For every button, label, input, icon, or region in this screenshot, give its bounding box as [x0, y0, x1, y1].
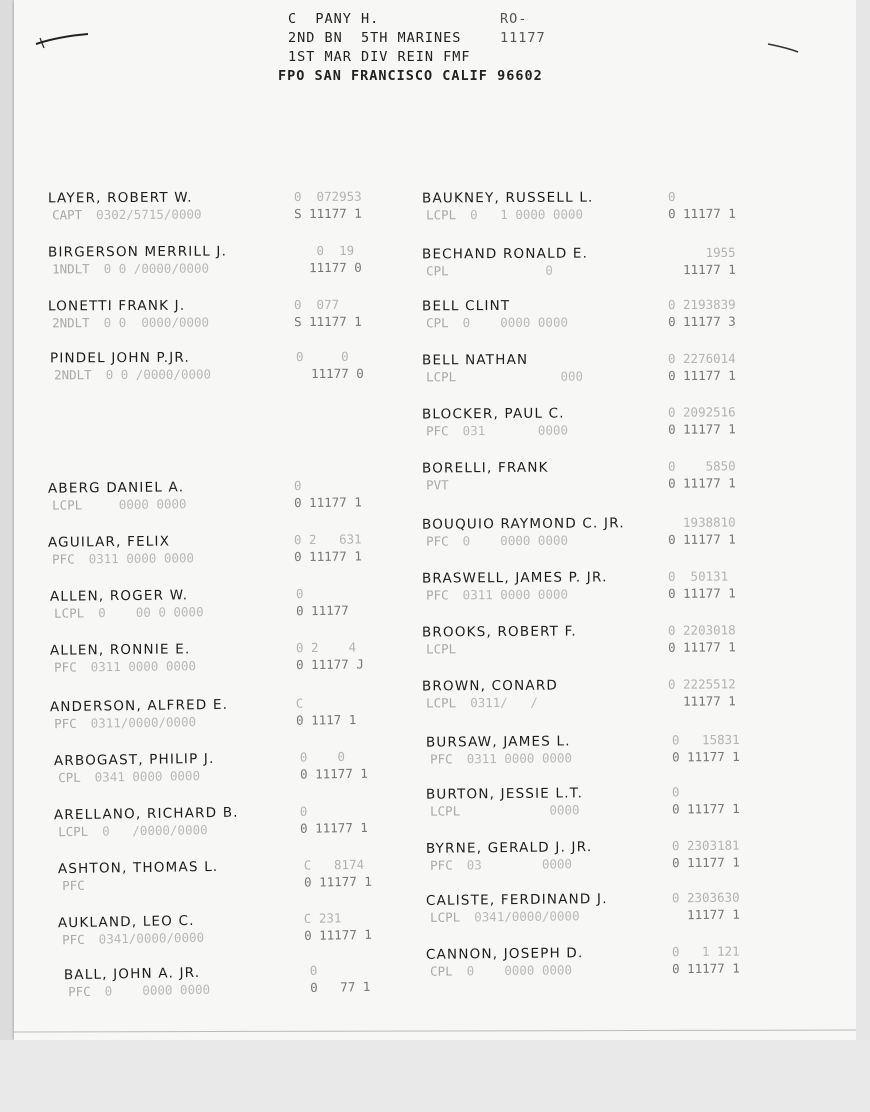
roster-entry: [53, 748, 368, 786]
mos-code: 0 1 0000 0000: [470, 206, 584, 223]
mos-code: 0 0000 0000: [466, 962, 573, 979]
roster-entry: [47, 296, 362, 331]
battalion-line: 2ND BN 5TH MARINES: [288, 30, 462, 46]
service-number: C 8174: [303, 856, 365, 873]
roster-entry: [47, 188, 362, 223]
rank: LCPL: [52, 497, 83, 513]
unit-code: 0 11177 1: [668, 531, 736, 547]
unit-code: 0 11177 1: [668, 585, 736, 601]
rank: PFC: [54, 715, 77, 732]
member-name: BLOCKER, PAUL C.: [421, 405, 565, 423]
mos-code: 0341/0000/0000: [474, 908, 580, 925]
rank: PFC: [62, 877, 85, 894]
mos-code: 0 00 0 0000: [98, 604, 204, 621]
rank: CPL: [430, 963, 453, 979]
member-name: BROWN, CONARD: [421, 677, 559, 695]
rank: PFC: [68, 983, 91, 1000]
member-name: BURTON, JESSIE L.T.: [425, 785, 584, 803]
mos-code: 0 0 /0000/0000: [103, 260, 210, 277]
mos-code: 0: [462, 262, 553, 279]
mos-code: 0 0000 0000: [104, 981, 211, 999]
member-name: LONETTI FRANK J.: [47, 297, 186, 315]
rank: 2NDLT: [52, 315, 90, 331]
mos-code: 0311 0000 0000: [466, 750, 573, 767]
roster-entry: [49, 639, 364, 675]
mos-code: 0 /0000/0000: [102, 822, 208, 839]
roster-entry: [425, 783, 748, 819]
roster-entry: [421, 514, 736, 549]
rank: PFC: [430, 751, 453, 767]
member-name: ANDERSON, ALFRED E.: [49, 696, 229, 716]
mos-code: 03 0000: [466, 856, 573, 873]
mos-code: [470, 640, 575, 656]
member-name: BORELLI, FRANK: [421, 459, 549, 477]
service-number: 0 072953: [293, 188, 362, 205]
member-name: BURSAW, JAMES L.: [425, 733, 571, 751]
roster-entry: [421, 244, 736, 279]
unit-code: 0 11177 1: [299, 765, 368, 782]
unit-code: 0 11177 1: [303, 926, 372, 943]
scan-edge-shade: [856, 0, 870, 1112]
mos-code: 0311 0000 0000: [462, 586, 569, 603]
unit-code: 0 1117 1: [295, 711, 357, 728]
member-name: ASHTON, THOMAS L.: [57, 858, 219, 878]
service-number: 0 15831: [671, 731, 740, 748]
rank: LCPL: [430, 803, 461, 819]
roster-entry: [421, 568, 736, 603]
unit-code: 0 11177 1: [303, 873, 372, 890]
roster-entry: [421, 458, 736, 493]
roster-entry: [421, 676, 736, 711]
mos-code: 0311 0000 0000: [88, 550, 195, 567]
roster-entry: [425, 889, 740, 925]
roster-entry: [49, 585, 364, 621]
service-number: 0: [667, 188, 744, 205]
unit-code: 0 11177 3: [668, 313, 736, 330]
member-name: BELL CLINT: [421, 297, 511, 315]
scan-bottom-margin: [0, 1040, 870, 1112]
rank: PFC: [52, 551, 75, 567]
member-name: BECHAND RONALD E.: [421, 245, 589, 263]
rank: PFC: [430, 857, 453, 873]
service-number: 0: [293, 477, 355, 494]
rank: LCPL: [426, 369, 457, 385]
roster-entry: [421, 350, 736, 385]
member-name: BRASWELL, JAMES P. JR.: [421, 569, 608, 587]
unit-code: 0 11177 1: [668, 421, 736, 437]
mos-code: 0311/0000/0000: [90, 714, 197, 731]
company-line: C PANY H.: [288, 11, 380, 27]
page-bottom-crease: [14, 1026, 856, 1036]
service-number: 0 2303630: [671, 889, 740, 906]
rank: CAPT: [52, 207, 83, 223]
member-name: BALL, JOHN A. JR.: [63, 964, 201, 984]
roster-entry: [421, 622, 736, 657]
rank: PFC: [426, 587, 449, 603]
unit-code: 11177 0: [294, 259, 362, 276]
mos-code: 0311/ /: [470, 694, 569, 711]
roster-entry: [421, 296, 736, 331]
member-name: BAUKNEY, RUSSELL L.: [421, 189, 594, 207]
rank: PFC: [426, 533, 449, 549]
service-number: 0 2 631: [293, 531, 362, 548]
mos-code: 0341 0000 0000: [94, 768, 201, 785]
mos-code: 0000 0000: [96, 496, 187, 513]
service-number: 0: [671, 783, 748, 800]
rank: LCPL: [54, 605, 85, 621]
service-number: 0 2225512: [667, 676, 736, 692]
rank: PFC: [54, 659, 77, 675]
rank: LCPL: [426, 695, 457, 711]
unit-code: 11177 1: [668, 261, 736, 278]
unit-code: 0 11177 1: [672, 854, 740, 871]
roster-entry: [425, 731, 740, 767]
member-name: ARELLANO, RICHARD B.: [53, 804, 239, 824]
rank: CPL: [426, 315, 449, 331]
unit-code: 11177 1: [668, 693, 736, 709]
service-number: 0 1 121: [671, 943, 740, 960]
pen-mark-right: [766, 40, 800, 54]
rank: CPL: [426, 263, 449, 279]
roster-entry: [421, 188, 744, 223]
service-number: 1938810: [667, 514, 736, 530]
unit-code: 11177 1: [672, 906, 740, 923]
mos-code: 031 0000: [462, 422, 569, 439]
service-number: 0 2193839: [667, 296, 736, 313]
unit-code: 0 11177 1: [294, 494, 362, 511]
service-number: 0 19: [293, 242, 355, 259]
roster-entry: [425, 837, 740, 873]
member-name: BYRNE, GERALD J. JR.: [425, 839, 593, 857]
service-number: 0 0: [299, 748, 368, 765]
mos-code: 0 0 0000/0000: [103, 314, 210, 331]
service-number: 0 2092516: [667, 404, 736, 420]
unit-code: 0 11177 1: [672, 800, 740, 817]
unit-code: S 11177 1: [294, 313, 362, 330]
service-number: 0 2276014: [667, 350, 736, 367]
service-number: 0: [309, 961, 371, 978]
roster-entry: [47, 477, 362, 513]
service-number: 0: [295, 585, 357, 602]
unit-address-header: [278, 10, 546, 86]
member-name: PINDEL JOHN P.JR.: [49, 349, 191, 367]
rank: PFC: [426, 423, 449, 439]
roster-entry: [49, 348, 364, 383]
mos-code: 0000: [474, 802, 580, 819]
roster-entry: [63, 961, 371, 1000]
roster-entry: [421, 404, 736, 439]
unit-code: 11177 0: [296, 365, 364, 382]
roster-entry: [49, 694, 357, 732]
member-name: AGUILAR, FELIX: [47, 533, 171, 551]
mos-code: 0302/5715/0000: [96, 206, 202, 223]
member-name: BOUQUIO RAYMOND C. JR.: [421, 515, 625, 533]
service-number: 0 2203018: [667, 622, 736, 638]
service-number: 0 5850: [667, 458, 736, 474]
rank: PVT: [426, 477, 449, 493]
member-name: LAYER, ROBERT W.: [47, 189, 193, 207]
unit-code: 0 11177 1: [668, 639, 736, 655]
unit-code: 0 11177 1: [299, 819, 368, 836]
rank: 2NDLT: [54, 367, 92, 383]
service-number: C: [295, 694, 357, 711]
rank: 1NDLT: [52, 261, 90, 277]
unit-code: 0 11177 1: [668, 205, 736, 222]
rank: CPL: [58, 769, 81, 786]
mos-code: [99, 876, 205, 892]
service-number: 0 50131: [667, 568, 729, 584]
service-number: 0 2 4: [295, 639, 357, 656]
member-name: CANNON, JOSEPH D.: [425, 945, 584, 963]
mos-code: 0 0 /0000/0000: [105, 366, 212, 383]
unit-code: 0 11177 1: [672, 748, 740, 765]
unit-code: 0 11177 1: [672, 960, 740, 977]
roster-entry: [425, 943, 740, 979]
mos-code: [463, 476, 568, 492]
rank: LCPL: [430, 909, 461, 925]
rank: LCPL: [426, 641, 457, 657]
mos-code: 0341/0000/0000: [98, 929, 205, 947]
unit-code: 0 11177 J: [296, 656, 364, 673]
mos-code: 0311 0000 0000: [90, 658, 197, 675]
rank: PFC: [62, 931, 85, 948]
rank: LCPL: [426, 207, 457, 223]
unit-code: 0 77 1: [309, 978, 371, 995]
mos-code: 0 0000 0000: [462, 314, 569, 331]
mos-code: 0 0000 0000: [462, 532, 569, 549]
roster-entry: [53, 803, 368, 840]
unit-code: 0 11177 1: [294, 548, 362, 565]
member-name: BIRGERSON MERRILL J.: [47, 243, 228, 261]
member-name: CALISTE, FERDINAND J.: [425, 891, 608, 909]
report-code: RO-11177: [500, 11, 546, 46]
member-name: AUKLAND, LEO C.: [57, 912, 195, 932]
mos-code: 000: [470, 368, 584, 385]
roster-entry: [47, 531, 362, 567]
roster-entry: [57, 909, 372, 948]
service-number: 0 2303181: [671, 837, 740, 854]
member-name: ABERG DANIEL A.: [47, 479, 185, 497]
unit-code: 0 11177 1: [668, 475, 736, 491]
service-number: 0 0: [295, 348, 357, 365]
roster-entry: [57, 856, 372, 894]
service-number: C 231: [303, 909, 372, 926]
division-line: 1ST MAR DIV REIN FMF: [288, 49, 471, 65]
member-name: BELL NATHAN: [421, 351, 529, 369]
service-number: 1955: [667, 244, 736, 261]
service-number: 0: [299, 803, 361, 819]
fpo-address-line: FPO SAN FRANCISCO CALIF 96602: [278, 68, 543, 84]
member-name: ALLEN, RONNIE E.: [49, 641, 191, 659]
member-name: BROOKS, ROBERT F.: [421, 623, 577, 641]
roster-entry: [47, 242, 362, 277]
unit-code: 0 11177 1: [668, 367, 736, 384]
rank: LCPL: [58, 823, 89, 840]
unit-code: S 11177 1: [294, 205, 362, 222]
unit-code: 0 11177: [296, 602, 364, 619]
member-name: ALLEN, ROGER W.: [49, 587, 189, 605]
member-name: ARBOGAST, PHILIP J.: [53, 750, 215, 770]
service-number: 0 077: [293, 296, 355, 313]
pen-mark-left: [34, 30, 94, 52]
